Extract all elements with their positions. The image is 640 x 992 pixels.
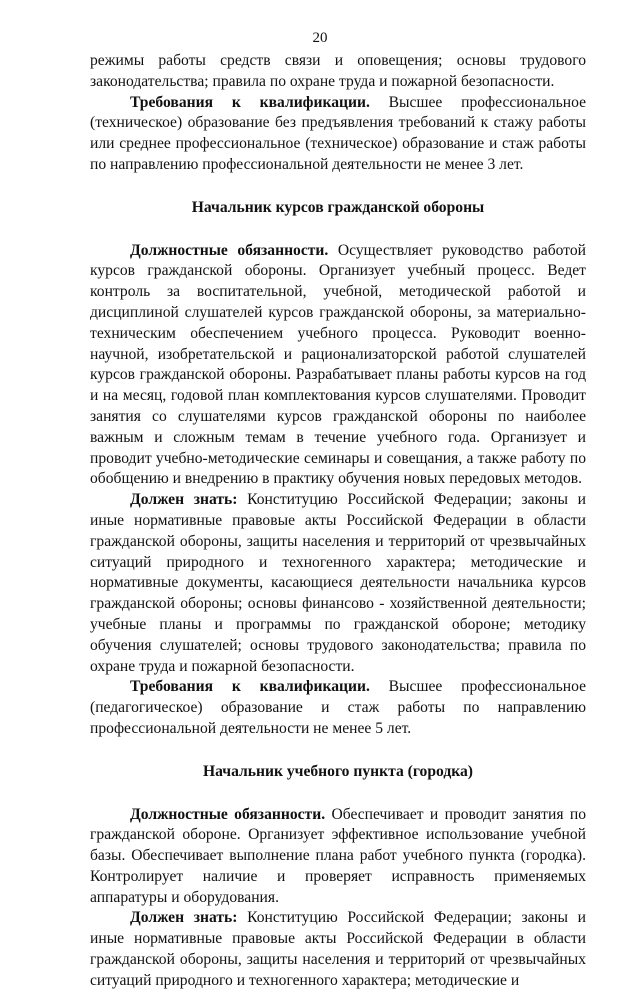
paragraph-qualification-requirements (90, 677, 586, 739)
paragraph-text: Высшее профессиональное (педагогическое) образование и стаж работы по направлению профессиональной деятельности не менее 5 лет. (90, 678, 586, 737)
paragraph-lead: Требования к квалификации. (130, 678, 370, 696)
paragraph-text: Конституцию Российской Федерации; законы и иные нормативные правовые акты Российской Федерации в области гражданской обороны, защиты населения и территорий от чрезвычайных ситуаций природного и техногенного характера; методические и (90, 909, 586, 989)
section-heading-training-point-head: Начальник учебного пункта (городка) (203, 762, 473, 780)
paragraph-lead: Должностные обязанности. (130, 241, 329, 259)
paragraph-text: Обеспечивает и проводит занятия по гражданской обороне. Организует эффективное использование учебной базы. Обеспечивает выполнение плана работ учебного пункта (городка). Контролирует наличие и проверяет исправность применяемых аппаратуры и оборудования. (90, 805, 586, 906)
paragraph-duties (90, 241, 586, 491)
section-heading-civil-defense-courses-head: Начальник курсов гражданской обороны (191, 198, 485, 216)
paragraph-continued: режимы работы средств связи и оповещения; основы трудового законодательства; правила по охране труда и пожарной безопасности. (90, 52, 586, 90)
page-number: 20 (312, 30, 328, 46)
paragraph-lead: Должен знать: (130, 909, 238, 927)
paragraph-lead: Должностные обязанности. (130, 805, 326, 823)
paragraph-must-know (90, 908, 586, 991)
paragraph-text: Высшее профессиональное (техническое) образование без предъявления требований к стажу работы или среднее профессиональное (техническое) образование и стаж работы по направлению профессиональной деятельности не менее 3 лет. (90, 93, 586, 173)
paragraph-text: Конституцию Российской Федерации; законы и иные нормативные правовые акты Российской Федерации в области гражданской обороны, защиты населения и территорий от чрезвычайных ситуаций природного и техногенного характера; методические и нормативные документы, касающиеся деятельности начальника курсов гражданской обороны; основы финансово - хозяйственной деятельности; учебные планы и программы по гражданской обороне; методику обучения слушателей; основы трудового законодательства; правила по охране труда и пожарной безопасности. (90, 491, 586, 675)
paragraph-must-know (90, 490, 586, 677)
paragraph-lead: Должен знать: (130, 491, 238, 509)
paragraph-qualification-requirements (90, 93, 586, 176)
paragraph-lead: Требования к квалификации. (130, 93, 370, 111)
paragraph-text: Осуществляет руководство работой курсов гражданской обороны. Организует учебный процесс. Ведет контроль за воспитательной, учебной, методической работой и дисциплиной слушателей курсов гражданской обороны, за материально-техническим обеспечением учебного процесса. Руководит военно-научной, изобретательской и рационализаторской работой слушателей курсов гражданской обороны. Разрабатывает планы работы курсов на год и на месяц, годовой план комплектования курсов слушателями. Проводит занятия со слушателями курсов гражданской обороны по наиболее важным и сложным темам в течение учебного года. Организует и проводит учебно-методические семинары и совещания, а также работу по обобщению и внедрению в практику обучения новых передовых методов. (90, 241, 586, 488)
paragraph-duties (90, 805, 586, 909)
document-body (90, 51, 586, 992)
